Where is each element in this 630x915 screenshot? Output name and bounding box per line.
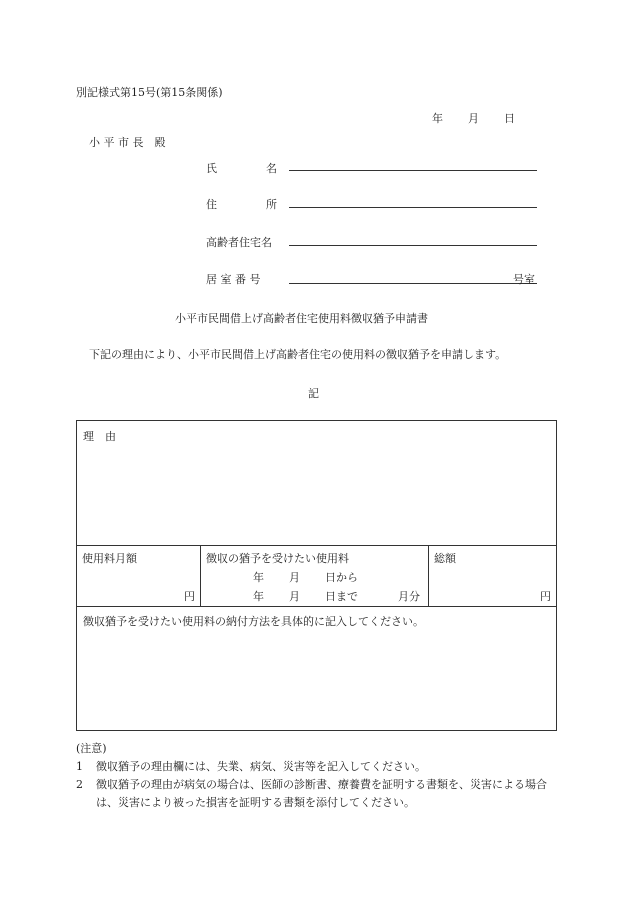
to-month-label: 月 xyxy=(289,590,300,603)
notes-heading: (注意) xyxy=(76,742,107,755)
document-title: 小平市民間借上げ高齢者住宅使用料徴収猶予申請書 xyxy=(175,312,428,325)
note-text: 徴収猶予の理由が病気の場合は、医師の診断書、療養費を証明する書類を、災害による場合は、災害により被った損害を証明する書類を添付してください。 xyxy=(96,778,547,809)
monthly-fee-label: 使用料月額 xyxy=(82,552,137,565)
monthly-fee-unit: 円 xyxy=(184,590,195,603)
address-field[interactable] xyxy=(289,207,537,208)
note-number: 1 xyxy=(76,760,83,773)
address-label-1: 住 xyxy=(206,198,217,211)
housing-name-field[interactable] xyxy=(289,245,537,246)
payment-method-label: 徴収猶予を受けたい使用料の納付方法を具体的に記入してください。 xyxy=(83,615,424,628)
from-month-label: 月 xyxy=(289,571,300,584)
ki-heading: 記 xyxy=(308,387,319,400)
from-year-label: 年 xyxy=(253,571,264,584)
application-table xyxy=(76,420,557,731)
notes-section xyxy=(76,740,556,812)
name-label-1: 氏 xyxy=(206,162,217,175)
from-day-label: 日から xyxy=(325,571,358,584)
period-label: 徴収の猶予を受けたい使用料 xyxy=(206,552,349,565)
total-cell[interactable] xyxy=(429,546,557,607)
note-item xyxy=(76,776,556,812)
name-label-2: 名 xyxy=(266,162,277,175)
date-year-label: 年 xyxy=(432,112,443,125)
form-number: 別記様式第15号(第15条関係) xyxy=(76,86,223,99)
room-number-label: 居 室 番 号 xyxy=(206,273,261,286)
payment-method-cell[interactable] xyxy=(77,607,557,731)
months-unit: 月分 xyxy=(398,590,420,603)
intro-text: 下記の理由により、小平市民間借上げ高齢者住宅の使用料の徴収猶予を申請します。 xyxy=(89,348,507,361)
period-cell[interactable] xyxy=(201,546,429,607)
reason-cell[interactable] xyxy=(77,421,557,546)
total-unit: 円 xyxy=(540,590,552,603)
note-text: 徴収猶予の理由欄には、失業、病気、災害等を記入してください。 xyxy=(96,760,426,773)
date-day-label: 日 xyxy=(504,112,515,125)
to-year-label: 年 xyxy=(253,590,264,603)
total-label: 総額 xyxy=(434,552,456,565)
name-field[interactable] xyxy=(289,170,537,171)
room-number-field[interactable] xyxy=(289,283,537,284)
reason-label: 理 由 xyxy=(83,430,116,443)
housing-name-label: 高齢者住宅名 xyxy=(206,236,272,249)
to-day-label: 日まで xyxy=(325,590,358,603)
address-label-2: 所 xyxy=(266,198,277,211)
addressee: 小 平 市 長 殿 xyxy=(89,136,166,149)
monthly-fee-cell[interactable] xyxy=(77,546,201,607)
date-month-label: 月 xyxy=(468,112,479,125)
note-number: 2 xyxy=(76,778,83,791)
note-item xyxy=(76,758,556,776)
room-suffix: 号室 xyxy=(513,273,535,286)
